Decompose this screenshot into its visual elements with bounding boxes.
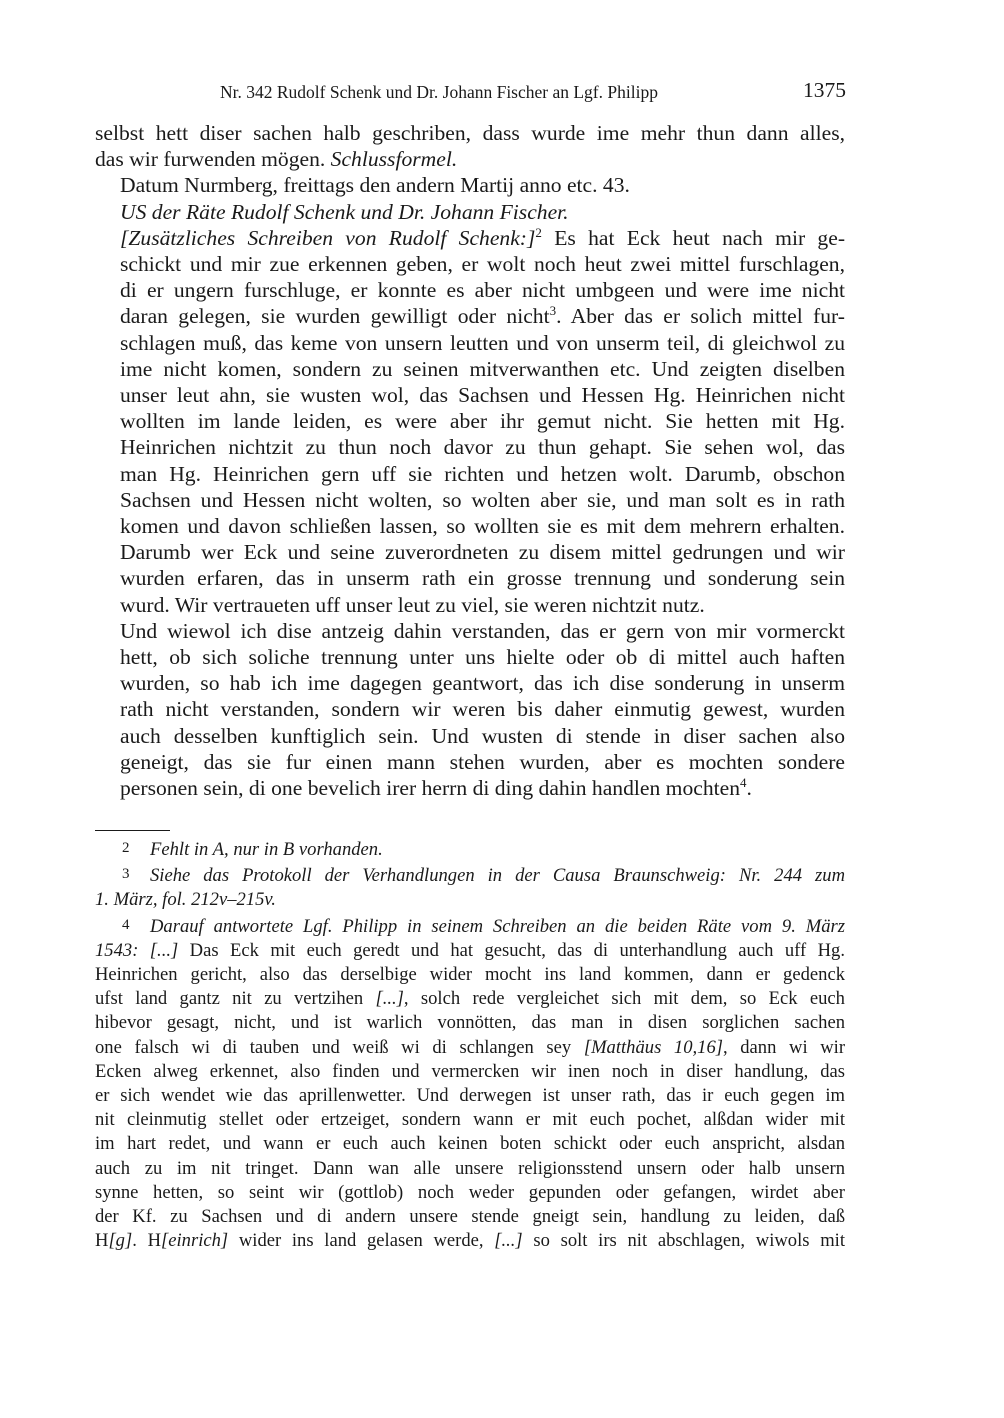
text-line: geneigt, das sie fur einen mann stehen wurden, aber es mochten sondere (120, 749, 845, 774)
signature-note: US der Räte Rudolf Schenk und Dr. Johann Fischer. (120, 199, 569, 224)
footnote-line (95, 1229, 845, 1253)
footnote-separator (95, 830, 170, 831)
footnote-ref[interactable]: 4 (740, 775, 747, 791)
dating-line: Datum Nurmberg, freittags den andern Martij anno etc. 43. (120, 173, 630, 198)
footnote-2 (95, 836, 845, 862)
editorial-note: Schlussformel. (330, 147, 458, 172)
paragraph-date (95, 172, 845, 198)
footnote-line: synne hetten, so seint wir (gottlob) noch weder gepunden oder gefangen, wirdet aber (95, 1181, 845, 1203)
quote-text: . H (132, 1230, 161, 1252)
footnote-line (95, 862, 845, 888)
text-span: das wir furwenden mögen. (95, 147, 331, 172)
footnote-text: Darauf antwortete Lgf. Philipp in seinem Schreiben an die beiden Räte vom 9. März (150, 915, 845, 937)
text-span: . Aber das er solich mittel fur- (556, 304, 845, 329)
footnote-ref[interactable]: 3 (549, 303, 557, 319)
footnote-line: Heinrichen gericht, also das derselbige wider mocht ins land kommen, dann er gedenck (95, 964, 845, 986)
editorial-note: [Matthäus 10,16] (583, 1036, 723, 1058)
text-line: ime nicht komen, sondern zu seinen mitverwanthen etc. Und zeigten diselben (120, 356, 845, 381)
footnote-4 (95, 913, 845, 1254)
text-span: personen sein, di one bevelich irer herrn di ding dahin handlen mochten (120, 776, 741, 801)
text-line: Darumb wer Eck und seine zuverordneten zu disem mittel gedrungen und wir (120, 540, 845, 565)
editorial-note: [...] (375, 988, 404, 1010)
footnote-line: hibevor gesagt, nicht, und ist warlich vonnötten, das man in disen sorglichen sachen (95, 1012, 845, 1034)
quote-text: one falsch wi di tauben und weiß wi di schlangen sey (95, 1036, 584, 1058)
text-line: hett, ob sich soliche trennung unter uns hielte oder ob di mittel auch haften (120, 645, 845, 670)
footnote-line: nit cleinmutig stellet oder ertzeiget, sondern wann er mit euch pochet, alßdan wider mit (95, 1109, 845, 1131)
footnotes (95, 836, 845, 1253)
quote-text: , dann wi wir (723, 1036, 846, 1058)
footnote-line: 1. März, fol. 212v–215v. (95, 889, 276, 911)
editorial-note: 1543: [...] (95, 939, 179, 961)
text-line: wollten im lande leiden, es were aber ihr gemut nicht. Sie hetten mit Hg. (120, 409, 845, 434)
footnote-3 (95, 862, 845, 912)
footnote-number: 2 (122, 840, 130, 856)
quote-text: , solch rede vergleichet sich mit dem, so Eck euch (403, 988, 845, 1010)
footnote-line (95, 1036, 845, 1060)
text-line (95, 225, 845, 251)
editorial-note: [...] (494, 1230, 523, 1252)
running-title: Nr. 342 Rudolf Schenk und Dr. Johann Fischer an Lgf. Philipp (220, 82, 658, 102)
footnote-line (95, 939, 845, 963)
editorial-note: [Zusätzliches Schreiben von Rudolf Schenk:] (120, 225, 536, 250)
text-line: schickt und mir zue erkennen geben, er wolt noch heut zwei mittel furschlagen, (120, 252, 845, 277)
footnote-line: im hart redet, und wann er euch auch keinen boten schickt oder euch anspricht, alsdan (95, 1133, 845, 1155)
footnote-line (95, 987, 845, 1011)
footnote-line: auch zu im nit tringet. Dann wan alle unsere religionsstend unsern oder halb unsern (95, 1157, 845, 1179)
quote-text: Das Eck mit euch geredt und hat gesucht, das di unterhandlung auch uff Hg. (178, 939, 845, 961)
footnote-line: er sich wendet wie das aprillenwetter. Und derwegen ist unser rath, das ir euch gegen im (95, 1085, 845, 1107)
text-line (95, 146, 845, 172)
footnote-ref[interactable]: 2 (535, 224, 542, 240)
paragraph-signature (95, 199, 845, 225)
text-line (95, 303, 845, 329)
footnote-text: Siehe das Protokoll der Verhandlungen in der Causa Braunschweig: Nr. 244 zum (150, 865, 845, 887)
text-line: komen und davon schließen lassen, so wollten sie es mit dem mehrern erhalten. (120, 514, 845, 539)
footnote-line (95, 913, 845, 939)
footnote-text: Fehlt in A, nur in B vorhanden. (150, 839, 383, 860)
footnote-number: 3 (122, 866, 130, 883)
editorial-note: [g] (108, 1230, 133, 1252)
footnote-line: Ecken alweg erkennet, also finden und vermercken wir inen noch in diser handlung, das (95, 1060, 845, 1082)
paragraph-closing (95, 120, 845, 172)
text-line: di er ungern furschluge, er konnte es aber nicht umbgeen und were ime nicht (120, 278, 845, 303)
text-line: wurden erfaren, das in unserm rath ein grosse trennung und sonderung sein (120, 566, 845, 591)
quote-text: wider ins land gelasen werde, (228, 1230, 495, 1252)
paragraph-response (95, 618, 845, 801)
text-line (95, 775, 845, 801)
main-text (95, 120, 845, 801)
paragraph-additional-letter (95, 225, 845, 618)
page-header (0, 80, 846, 106)
quote-text: ufst land gantz nit zu vertzihen (95, 988, 376, 1010)
text-line: selbst hett diser sachen halb geschriben, dass wurde ime mehr thun dann alles, (95, 121, 845, 145)
text-span: daran gelegen, sie wurden gewilligt oder nicht (120, 304, 550, 329)
editorial-note: [einrich] (161, 1230, 229, 1252)
text-line: wurd. Wir vertraueten uff unser leut zu viel, sie weren nichtzit nutz. (120, 592, 705, 617)
footnote-line: der Kf. zu Sachsen und di andern unsere stende gneigt sein, handlung zu leiden, daß (95, 1206, 845, 1228)
text-line: man Hg. Heinrichen gern uff sie richten und hetzen wolt. Darumb, obschon (120, 461, 845, 486)
text-line: Und wiewol ich dise antzeig dahin verstanden, das er gern von mir vormerckt (120, 618, 845, 643)
text-line: Heinrichen nichtzit zu thun noch davor zu thun gehapt. Sie sehen wol, das (120, 435, 845, 460)
text-line: auch desselben kunftiglich sein. Und wusten di stende in diser sachen also (120, 723, 845, 748)
text-line: wurden, so hab ich ime dagegen geantwort, das ich dise sonderung in unserm (120, 671, 845, 696)
quote-text: H (95, 1230, 109, 1252)
quote-text: so solt irs nit abschlagen, wiwols mit (522, 1230, 845, 1252)
text-line: Sachsen und Hessen nicht wolten, so wolten aber sie, und man solt es in rath (120, 487, 845, 512)
text-line: rath nicht verstanden, sondern wir weren bis daher einmutig gewest, wurden (120, 697, 845, 722)
text-line: unser leut ahn, sie wusten wol, das Sachsen und Hessen Hg. Heinrichen nicht (120, 383, 845, 408)
text-span: Es hat Eck heut nach mir ge- (541, 225, 846, 250)
footnote-number: 4 (122, 916, 130, 933)
text-line: schlagen muß, das keme von unsern leutten und von unserm teil, di gleichwol zu (120, 330, 845, 355)
page-number: 1375 (803, 78, 846, 102)
text-span: . (746, 776, 752, 801)
